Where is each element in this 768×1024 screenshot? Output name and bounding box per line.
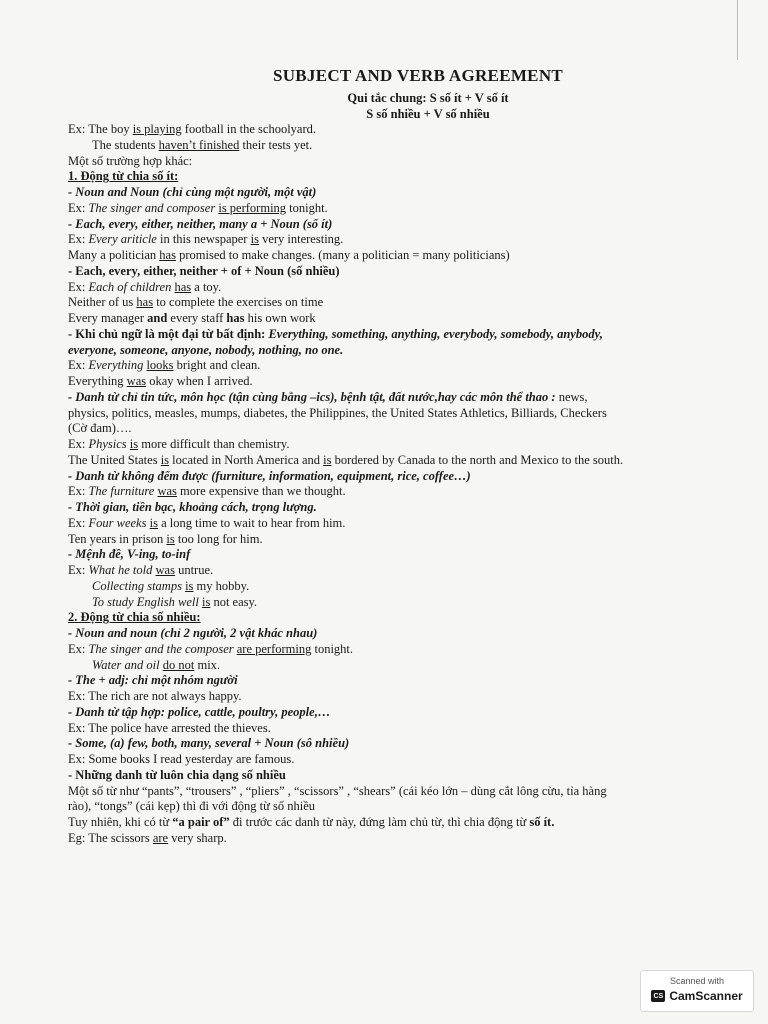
content-line: physics, politics, measles, mumps, diabetes, the Philippines, the United States Athletics, Billiards, Checkers — [68, 405, 607, 420]
example-line: Ex: The singer and the composer are performing tonight. — [68, 641, 354, 656]
general-rule-plural: S số nhiều + V số nhiều — [366, 107, 490, 121]
example-line: The students haven’t finished their tests yet. — [92, 137, 313, 152]
example-line: Many a politician has promised to make changes. (many a politician = many politicians) — [68, 248, 510, 262]
rule-heading: - Mệnh đề, V-ing, to-inf — [68, 547, 191, 562]
rule-heading: - Some, (a) few, both, many, several + Noun (sô nhiều) — [68, 736, 350, 751]
content-line: rào), “tongs” (cái kẹp) thì đi với động từ số nhiều — [68, 799, 316, 814]
example-line: Ex: Each of children has a toy. — [68, 279, 222, 294]
rule-heading: - Danh từ chỉ tin tức, môn học (tận cùng bằng –ics), bệnh tật, đất nước,hay các môn thể thao : news, — [68, 389, 588, 404]
example-line: Ex: The singer and composer is performing tonight. — [68, 200, 328, 215]
rule-heading-continued: everyone, someone, anyone, nobody, nothing, no one. — [68, 342, 344, 357]
camscanner-name: CamScanner — [669, 989, 743, 1003]
example-line: Neither of us has to complete the exercises on time — [68, 295, 324, 310]
example-line: Ex: Everything looks bright and clean. — [68, 358, 261, 373]
document-title: SUBJECT AND VERB AGREEMENT — [272, 66, 564, 85]
general-rule-singular: Qui tắc chung: S số ít + V số ít — [347, 91, 509, 105]
rule-heading: - Những danh từ luôn chia dạng số nhiều — [68, 767, 286, 782]
example-line: To study English well is not easy. — [92, 594, 258, 609]
camscanner-badge — [640, 970, 754, 1012]
example-line: Ex: Some books I read yesterday are famous. — [68, 752, 295, 766]
example-line: Ex: Physics is more difficult than chemistry. — [68, 437, 290, 451]
rule-heading: - Each, every, either, neither, many a + Noun (số ít) — [68, 216, 333, 231]
example-line: Ex: Every ariticle in this newspaper is very interesting. — [68, 232, 344, 247]
example-line: Water and oil do not mix. — [92, 657, 221, 672]
example-line: Ex: The furniture was more expensive than we thought. — [68, 484, 346, 499]
content-line: Tuy nhiên, khi có từ “a pair of” đi trước các danh từ này, đứng làm chủ từ, thì chia động từ số ít. — [68, 815, 555, 829]
example-line: Ex: What he told was untrue. — [68, 563, 214, 577]
example-line: Everything was okay when I arrived. — [68, 374, 253, 388]
rule-heading: - The + adj: chỉ một nhóm người — [68, 673, 238, 688]
example-line: Eg: The scissors are very sharp. — [68, 830, 227, 845]
example-line: Ex: Four weeks is a long time to wait to hear from him. — [68, 515, 346, 530]
rule-heading: - Thời gian, tiền bạc, khoảng cách, trọng lượng. — [68, 500, 317, 514]
rule-heading: - Khi chủ ngữ là một đại từ bất định: Everything, something, anything, everybody, somebody, anybody, — [68, 326, 603, 341]
scan-edge-line — [737, 0, 738, 60]
content-line: Một số từ như “pants”, “trousers” , “pliers” , “scissors” , “shears” (cái kéo lớn – dùng cắt lông cừu, tỉa hàng — [68, 783, 607, 798]
rule-heading: - Noun and Noun (chỉ cùng một người, một vật) — [68, 185, 317, 199]
content-line: (Cờ đam)…. — [68, 421, 132, 436]
rule-heading: - Danh từ không đếm được (furniture, information, equipment, rice, coffee…) — [68, 468, 471, 483]
rule-heading: - Each, every, either, neither + of + Noun (số nhiều) — [68, 263, 340, 278]
section-heading-singular: 1. Động từ chia số ít: — [68, 169, 179, 184]
camscanner-logo-icon: CS — [651, 990, 665, 1002]
example-line: Ten years in prison is too long for him. — [68, 531, 263, 546]
rule-heading: - Noun and noun (chỉ 2 người, 2 vật khác nhau) — [68, 626, 318, 640]
camscanner-brand — [641, 989, 753, 1003]
intro-line: Một số trường hợp khác: — [68, 153, 193, 168]
section-heading-plural: 2. Động từ chia số nhiều: — [68, 610, 201, 625]
scanned-with-label: Scanned with — [669, 976, 725, 986]
example-line: Ex: The rich are not always happy. — [68, 689, 242, 703]
example-line: Every manager and every staff has his own work — [68, 311, 316, 325]
example-line: Ex: The boy is playing football in the schoolyard. — [68, 122, 317, 136]
example-line: The United States is located in North America and is bordered by Canada to the north and Mexico to the south. — [68, 452, 624, 467]
example-line: Collecting stamps is my hobby. — [92, 578, 250, 593]
example-line: Ex: The police have arrested the thieves. — [68, 720, 271, 735]
rule-heading: - Danh từ tập hợp: police, cattle, poultry, people,… — [68, 704, 331, 719]
document-page — [68, 66, 728, 847]
